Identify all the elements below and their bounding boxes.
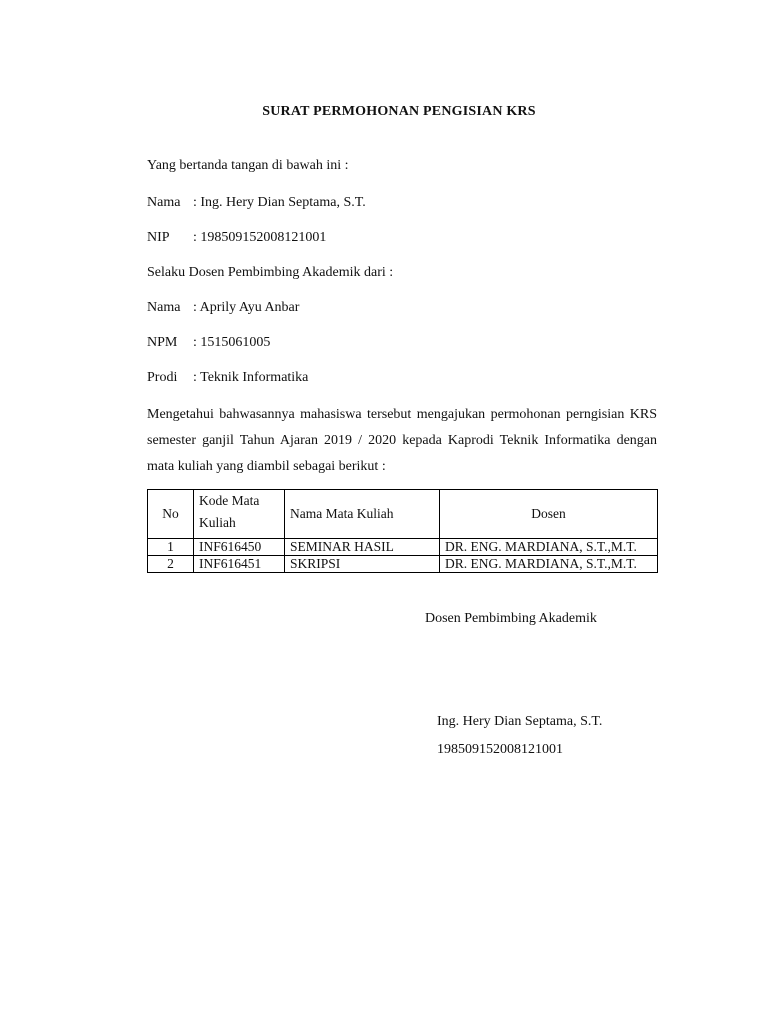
mahasiswa-npm-value: : 1515061005 (193, 335, 271, 350)
signature-name: Ing. Hery Dian Septama, S.T. (437, 714, 603, 729)
row-nama: SKRIPSI (285, 556, 440, 573)
mahasiswa-prodi-value: : Teknik Informatika (193, 370, 309, 385)
header-kode-line2: Kuliah (199, 515, 236, 530)
mahasiswa-nama-label: Nama (147, 300, 181, 315)
mahasiswa-nama-value: : Aprily Ayu Anbar (193, 300, 300, 315)
dosen-nama-value: : Ing. Hery Dian Septama, S.T. (193, 195, 366, 210)
dosen-nama-line (147, 195, 366, 211)
mahasiswa-npm-line (147, 335, 270, 351)
row-kode: INF616450 (194, 539, 285, 556)
row-no: 1 (148, 539, 194, 556)
mahasiswa-npm-label: NPM (147, 335, 178, 350)
table-header-row (148, 490, 658, 539)
header-kode (194, 490, 285, 539)
course-table (147, 489, 658, 573)
intro-text: Yang bertanda tangan di bawah ini : (147, 158, 349, 173)
mahasiswa-prodi-line (147, 370, 308, 386)
signature-role: Dosen Pembimbing Akademik (425, 611, 597, 626)
mahasiswa-prodi-label: Prodi (147, 370, 178, 385)
row-nama: SEMINAR HASIL (285, 539, 440, 556)
dosen-nama-label: Nama (147, 195, 181, 210)
header-nama: Nama Mata Kuliah (285, 490, 440, 539)
row-dosen: DR. ENG. MARDIANA, S.T.,M.T. (440, 539, 658, 556)
row-no: 2 (148, 556, 194, 573)
table-row (148, 556, 658, 573)
signature-nip: 198509152008121001 (437, 742, 563, 757)
dosen-nip-label: NIP (147, 230, 170, 245)
header-no: No (148, 490, 194, 539)
mahasiswa-nama-line (147, 300, 299, 316)
header-dosen: Dosen (440, 490, 658, 539)
dosen-nip-line (147, 230, 326, 246)
selaku-text: Selaku Dosen Pembimbing Akademik dari : (147, 265, 394, 280)
row-dosen: DR. ENG. MARDIANA, S.T.,M.T. (440, 556, 658, 573)
dosen-nip-value: : 198509152008121001 (193, 230, 327, 245)
document-title: SURAT PERMOHONAN PENGISIAN KRS (262, 104, 536, 119)
table-row (148, 539, 658, 556)
body-paragraph: Mengetahui bahwasannya mahasiswa tersebut mengajukan permohonan perngisian KRS semester ganjil Tahun Ajaran 2019 / 2020 kepada Kaprodi Teknik Informatika dengan mata kuliah yang diambil sebagai berikut : (147, 407, 657, 474)
header-kode-line1: Kode Mata (199, 493, 260, 508)
row-kode: INF616451 (194, 556, 285, 573)
